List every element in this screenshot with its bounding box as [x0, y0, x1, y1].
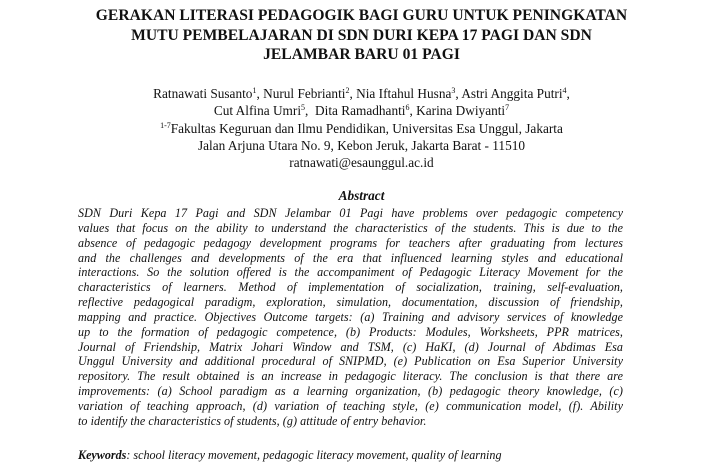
abstract-line: up to the formation of pedagogic competence, (b) Products: Modules, Worksheets, PPR matrices,	[78, 324, 623, 339]
abstract-line: SDN Duri Kepa 17 Pagi and SDN Jelambar 01 Pagi have problems over pedagogic competency	[78, 206, 623, 220]
title-line: MUTU PEMBELAJARAN DI SDN DURI KEPA 17 PAGI DAN SDN	[131, 26, 592, 44]
keywords-text: school literacy movement, pedagogic literacy movement, quality of learning	[130, 448, 502, 462]
author-email: ratnawati@esaunggul.ac.id	[289, 155, 434, 171]
keywords-label: Keywords	[78, 448, 127, 462]
title-line: GERAKAN LITERASI PEDAGOGIK BAGI GURU UNTUK PENINGKATAN	[95, 7, 628, 24]
author-line: Cut Alfina Umri$^5$, Dita Ramadhanti$^6$, Karina Dwiyanti$^7$	[213, 103, 510, 119]
author-sup: 4	[562, 86, 567, 95]
paper-title	[0, 6, 723, 65]
abstract-line: Journal of Friendship, Matrix Johari Window and TSM, (c) HaKI, (d) Journal of Abdimas Esa	[78, 339, 623, 354]
abstract-line: reflective pedagogical paradigm, exploration, simulation, documentation, discussion of friendship,	[78, 295, 623, 310]
keywords-separator: :	[126, 448, 131, 462]
abstract-line: absence of pedagogic pedagogy development programs for teachers after graduating from lectures	[78, 235, 623, 250]
abstract-line: repository. The result obtained is an increase in pedagogic literacy. The conclusion is that there are	[78, 369, 623, 384]
abstract-line: to identify the characteristics of students, (g) attitude of entry behavior.	[78, 413, 427, 428]
abstract-heading: Abstract	[338, 188, 385, 203]
abstract-body	[78, 206, 623, 429]
author-block	[0, 86, 723, 172]
abstract-line: characteristics of learners. Method of implementation of socialization, training, self-evaluation,	[78, 280, 623, 295]
author-name: Cut Alfina Umri	[213, 103, 302, 119]
author-sup: 1	[252, 86, 257, 95]
keywords-line	[78, 448, 638, 462]
author-line: Ratnawati Susanto$^1$, Nurul Febrianti$^2$, Nia Iftahul Husna$^3$, Astri Anggita Putri$^4$,	[153, 86, 570, 101]
author-sup: 2	[345, 86, 350, 95]
author-sup: 7	[505, 103, 510, 113]
affiliation-address: Jalan Arjuna Utara No. 9, Kebon Jeruk, Jakarta Barat - 11510	[197, 137, 526, 153]
abstract-line: Unggul University and additional procedural of SNIPMD, (e) Publication on Esa Superior University	[78, 354, 623, 369]
author-name: Karina Dwiyanti	[416, 103, 506, 119]
abstract-line: interactions. So the solution offered is the accompaniment of Pedagogic Literacy Movement for the	[78, 265, 623, 280]
abstract-line: mapping and practice. Objectives Outcome targets: (a) Training and advisory services of knowledge	[78, 309, 623, 324]
author-sup: 5	[301, 103, 306, 113]
author-name: Nia Iftahul Husna	[356, 86, 452, 101]
affiliation-sup: 1-7	[160, 120, 171, 130]
title-line: JELAMBAR BARU 01 PAGI	[263, 46, 460, 63]
affiliation-institution	[0, 121, 723, 138]
author-sup: 6	[405, 103, 410, 113]
abstract-line: improvements: (a) School paradigm as a learning organization, (b) pedagogic theory knowledge, (c)	[78, 384, 623, 399]
author-name: Ratnawati Susanto	[153, 86, 253, 101]
author-sup: 3	[451, 86, 456, 95]
author-name: Astri Anggita Putri	[461, 86, 563, 101]
abstract-line: variation of teaching approach, (d) variation of teaching style, (e) communication model, (f). Ability	[78, 398, 623, 413]
author-name: Nurul Febrianti	[263, 86, 346, 101]
author-name: Dita Ramadhanti	[315, 103, 406, 119]
abstract-line: values that focus on the ability to understand the characteristics of the students. This is due to the	[78, 220, 623, 235]
abstract-line: and the challenges and developments of the era that influenced learning styles and educational	[78, 250, 623, 265]
institution-text: Fakultas Keguruan dan Ilmu Pendidikan, Universitas Esa Unggul, Jakarta	[170, 120, 563, 136]
